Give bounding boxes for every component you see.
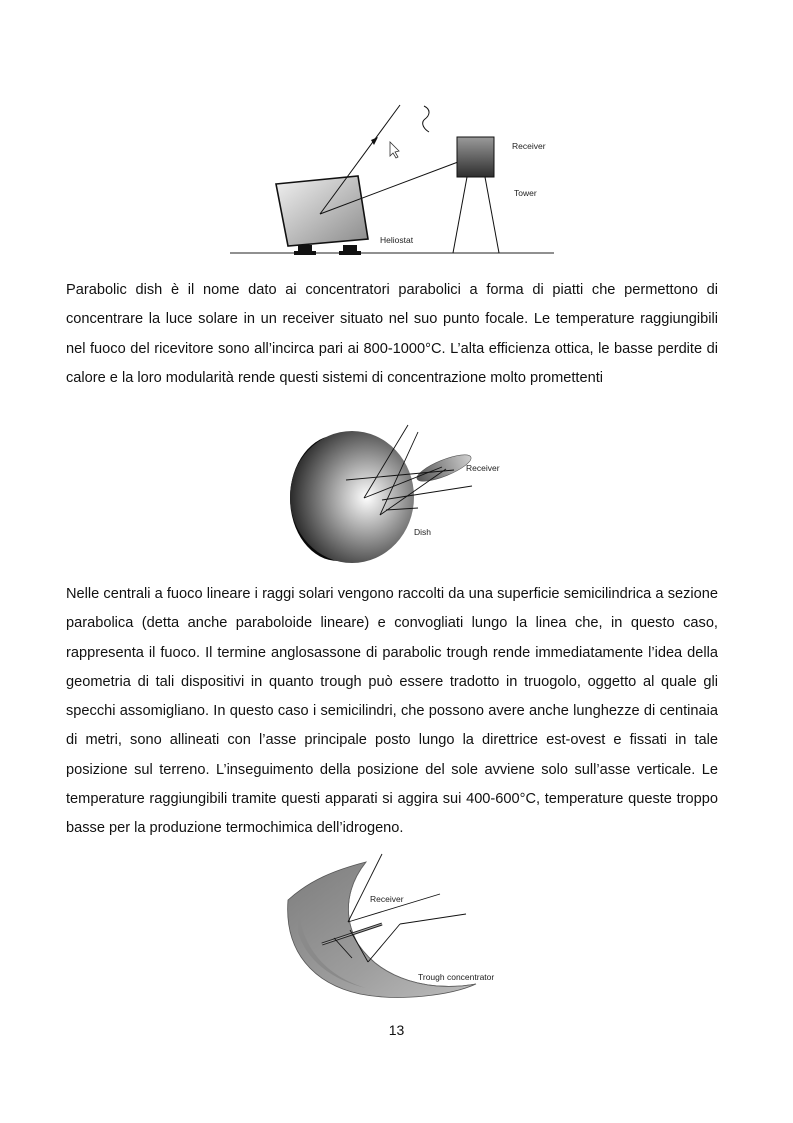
paragraph-linear-focus: Nelle centrali a fuoco lineare i raggi solari vengono raccolti da una superficie semicilindrica a sezione parabolica (detta anche paraboloide lineare) e convogliati lungo la linea che, in questo caso, rappresenta il fuoco. Il termine anglosassone di parabolic trough rende immediatamente l’idea della geometria di tali dispositivi in quanto trough può essere tradotto in truogolo, oggetto al quale gli specchi assomigliano. In questo caso i semicilindri, che possono avere anche lunghezze di centinaia di metri, sono allineati con l’asse principale posto lungo la direttrice est-ovest e fissati in tale posizione sul terreno. L’inseguimento della posizione del sole avviene solo sull’asse verticale. Le temperature raggiungibili tramite questi apparati si aggira sui 400-600°C, temperature queste troppo basse per la produzione termochimica dell’idrogeno.: [66, 586, 718, 837]
parabolic-trough-diagram: [270, 852, 520, 1002]
dish-receiver: [414, 450, 474, 487]
tower-leg-right: [485, 177, 499, 253]
label-trough-concentrator: Trough concentrator: [418, 972, 495, 982]
tower-leg-left: [453, 177, 467, 253]
trough-ray-1: [348, 854, 382, 922]
sun-squiggle: [423, 106, 429, 132]
paragraph-parabolic-dish: Parabolic dish è il nome dato ai concentratori parabolici a forma di piatti che permettono di concentrare la luce solare in un receiver situato nel suo punto focale. Le temperature raggiungibili nel fuoco del ricevitore sono all’incirca pari ai 800-1000°C. L’alta efficienza ottica, le basse perdite di calore e la loro modularità rende questi sistemi di concentrazione molto promettenti: [66, 282, 718, 386]
label-dish: Dish: [414, 527, 432, 537]
solar-tower-diagram: [228, 100, 558, 262]
trough-ray-4: [368, 924, 400, 962]
receiver-box: [457, 137, 494, 177]
pointer-icon: [390, 142, 399, 158]
dish-surface: [290, 431, 414, 563]
label-trough-receiver: Receiver: [370, 894, 404, 904]
label-heliostat: Heliostat: [380, 235, 414, 245]
label-dish-receiver: Receiver: [466, 463, 500, 473]
trough-ray-5: [400, 914, 466, 924]
label-receiver: Receiver: [512, 141, 546, 151]
label-tower: Tower: [514, 188, 537, 198]
parabolic-dish-diagram: [286, 420, 508, 570]
page-number: 13: [388, 1022, 405, 1038]
